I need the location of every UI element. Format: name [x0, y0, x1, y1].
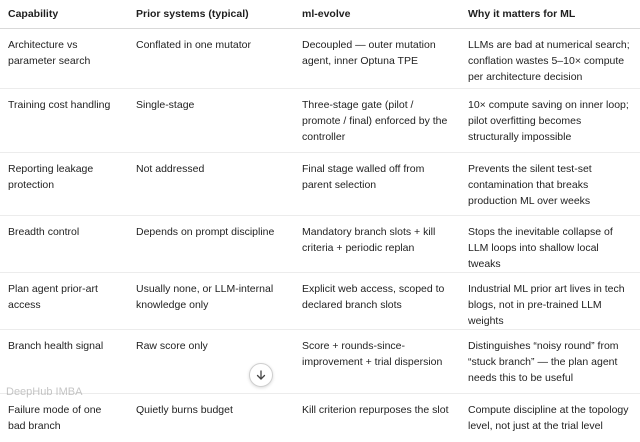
column-header-prior-systems: Prior systems (typical): [128, 0, 294, 29]
table-row: [0, 29, 640, 89]
column-header-why-it-matters: Why it matters for ML: [460, 0, 640, 29]
table-cell: Distinguishes “noisy round” from “stuck branch” — the plan agent needs this to be useful: [460, 330, 640, 394]
table-cell: Conflated in one mutator: [128, 29, 294, 89]
arrow-down-icon: [255, 369, 267, 381]
table-cell: 10× compute saving on inner loop; pilot overfitting becomes structurally impossible: [460, 89, 640, 153]
table-cell: Mandatory branch slots + kill criteria + periodic replan: [294, 216, 460, 273]
table-cell: Plan agent prior-art access: [0, 273, 128, 330]
table-cell: Stops the inevitable collapse of LLM loops into shallow local tweaks: [460, 216, 640, 273]
table-cell: Raw score only: [128, 330, 294, 394]
table-cell: Quietly burns budget: [128, 394, 294, 442]
table-cell: Failure mode of one bad branch: [0, 394, 128, 442]
table-cell: LLMs are bad at numerical search; conflation wastes 5–10× compute per architecture decision: [460, 29, 640, 89]
table-row: [0, 89, 640, 153]
table-row: [0, 216, 640, 273]
table-row: [0, 153, 640, 216]
column-header-ml-evolve: ml-evolve: [294, 0, 460, 29]
header-row: [0, 0, 640, 29]
table-cell: Explicit web access, scoped to declared branch slots: [294, 273, 460, 330]
table-cell: Kill criterion repurposes the slot: [294, 394, 460, 442]
table-cell: Not addressed: [128, 153, 294, 216]
watermark: DeepHub IMBA: [6, 386, 82, 398]
table-cell: Architecture vs parameter search: [0, 29, 128, 89]
scroll-down-button[interactable]: [249, 363, 273, 387]
table-cell: Single-stage: [128, 89, 294, 153]
table-cell: Score + rounds-since-improvement + trial dispersion: [294, 330, 460, 394]
table-cell: Compute discipline at the topology level, not just at the trial level: [460, 394, 640, 442]
table-cell: Reporting leakage protection: [0, 153, 128, 216]
table-row: [0, 394, 640, 442]
table-row: [0, 273, 640, 330]
table-cell: Usually none, or LLM-internal knowledge only: [128, 273, 294, 330]
table-cell: Breadth control: [0, 216, 128, 273]
table-cell: Branch health signal: [0, 330, 128, 394]
table-cell: Decoupled — outer mutation agent, inner Optuna TPE: [294, 29, 460, 89]
table-cell: Prevents the silent test-set contamination that breaks production ML over weeks: [460, 153, 640, 216]
table-row: [0, 330, 640, 394]
table-cell: Training cost handling: [0, 89, 128, 153]
table-cell: Three-stage gate (pilot / promote / final) enforced by the controller: [294, 89, 460, 153]
table-cell: Depends on prompt discipline: [128, 216, 294, 273]
table-cell: Final stage walled off from parent selection: [294, 153, 460, 216]
column-header-capability: Capability: [0, 0, 128, 29]
table-cell: Industrial ML prior art lives in tech blogs, not in pre-trained LLM weights: [460, 273, 640, 330]
